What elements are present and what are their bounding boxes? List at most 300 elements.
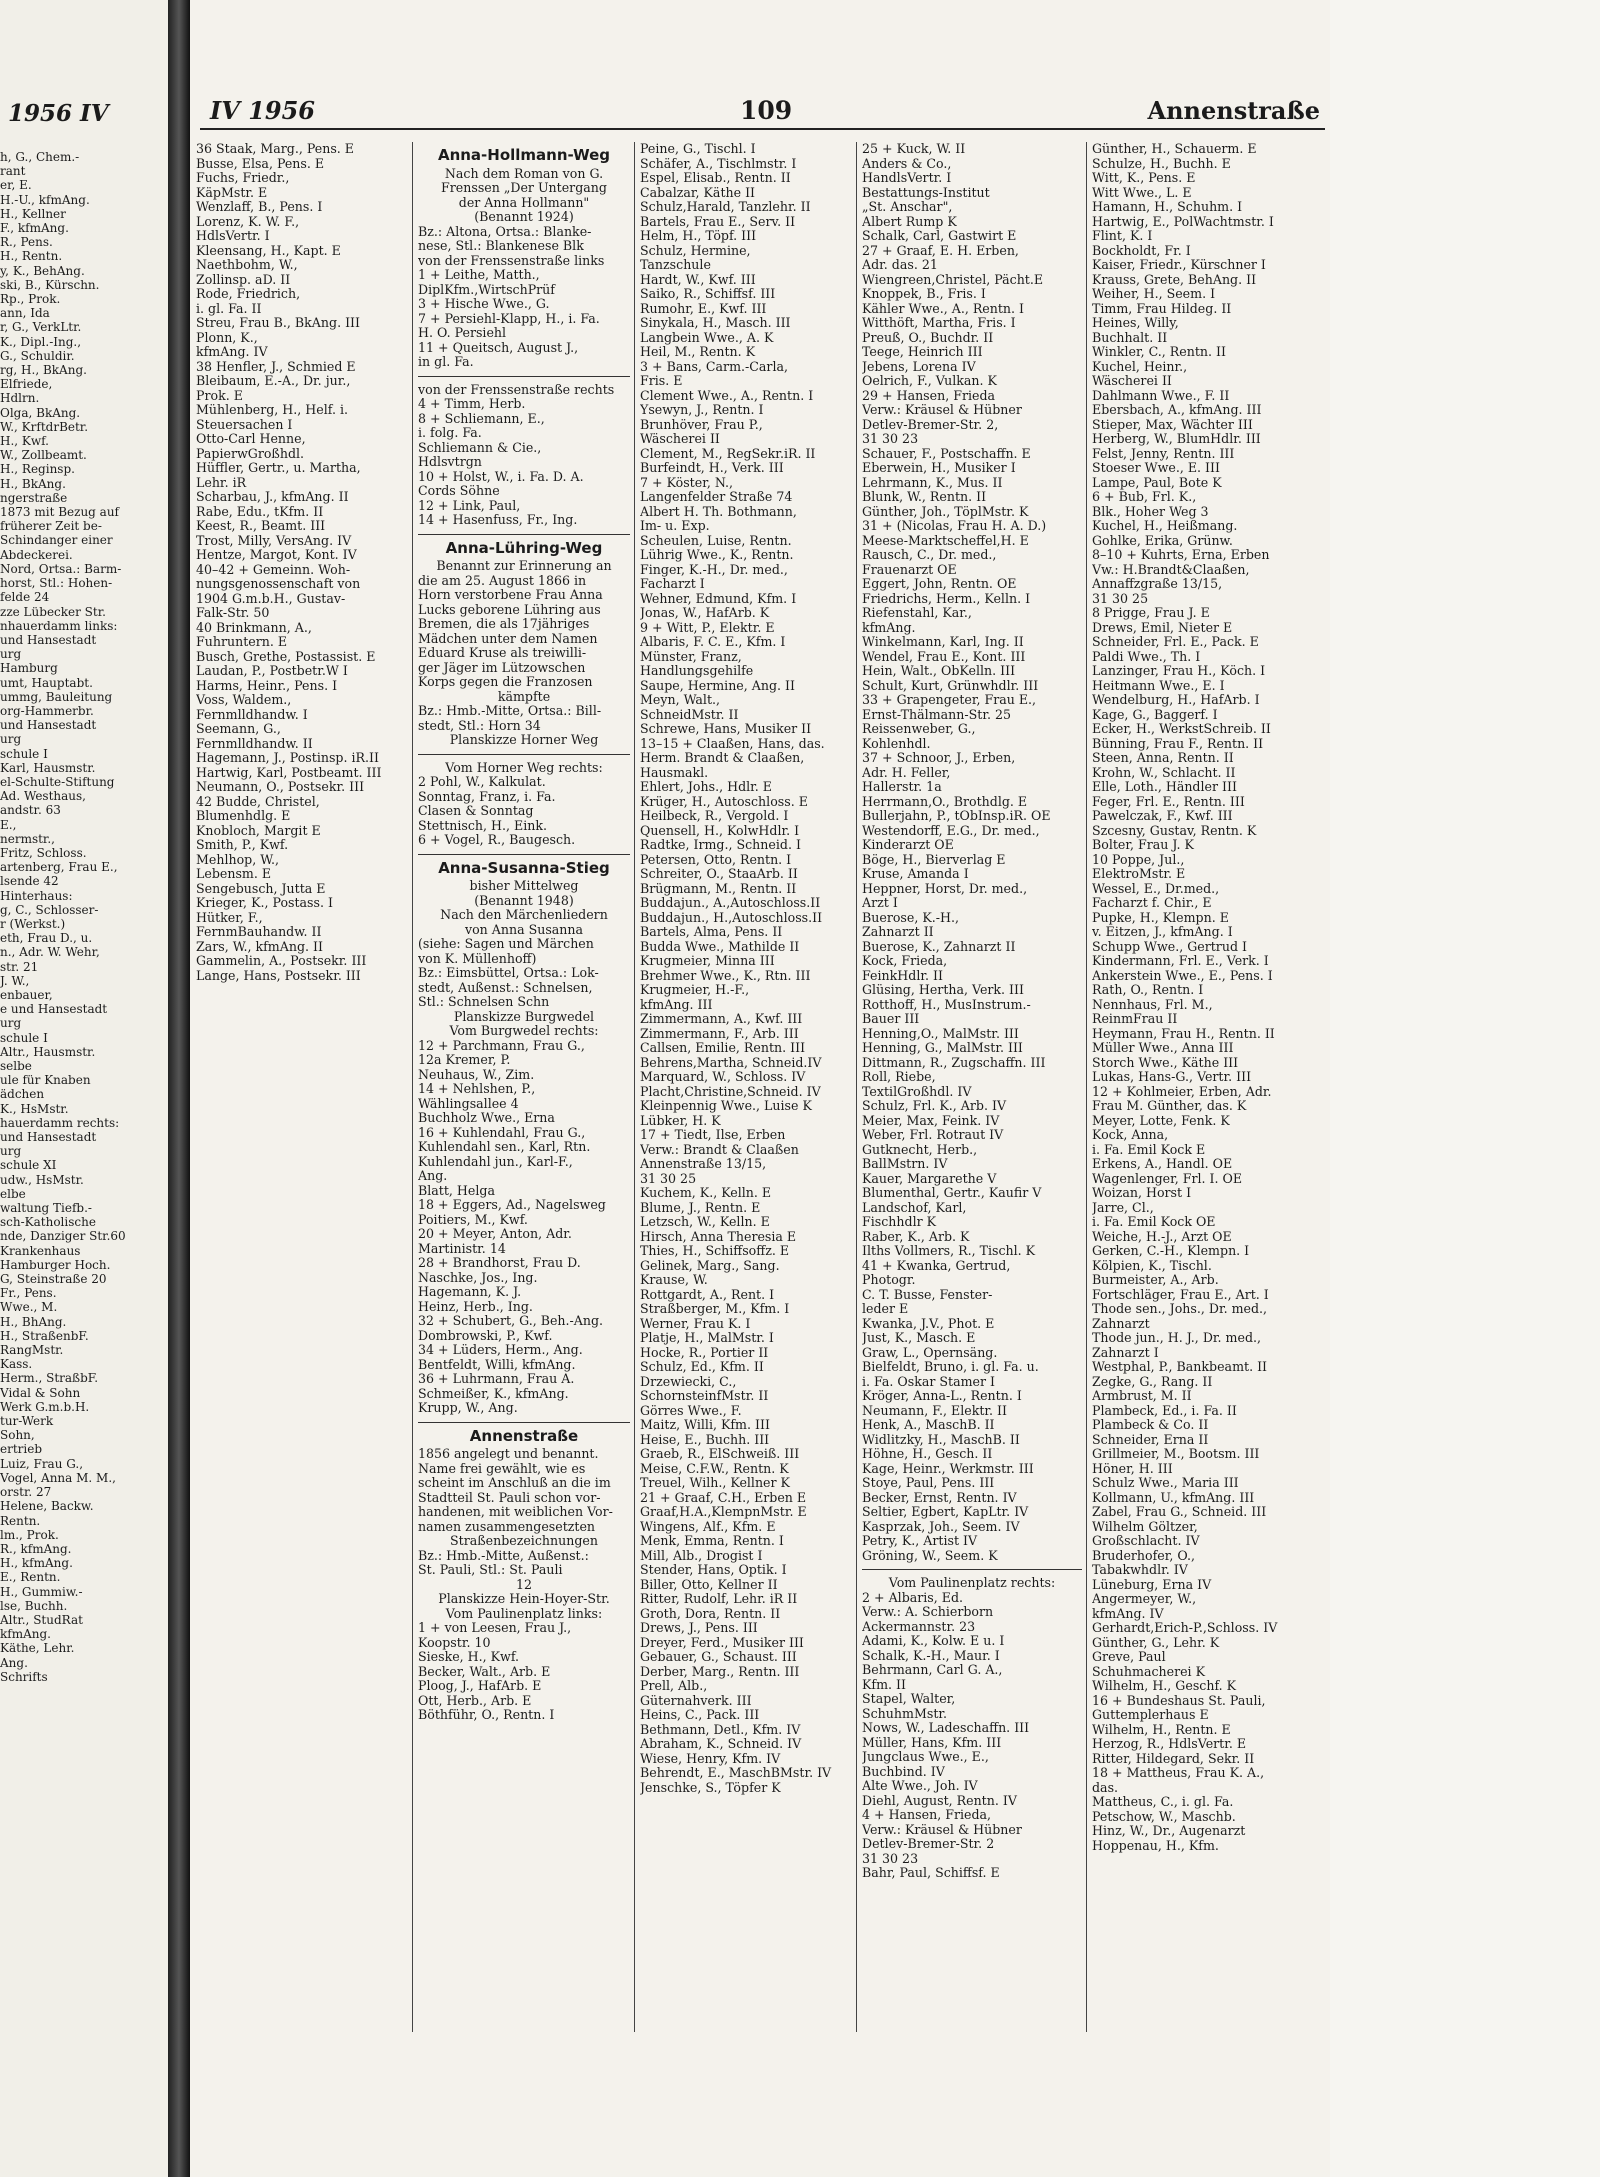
- directory-entry: Wehner, Edmund, Kfm. I: [640, 591, 797, 606]
- directory-entry: Fernmlldhandw. II: [196, 736, 313, 751]
- directory-entry: Bruderhofer, O.,: [1092, 1548, 1195, 1563]
- directory-entry: Steuersachen I: [196, 417, 293, 432]
- directory-entry: Schuhmacherei K: [1092, 1664, 1205, 1679]
- street-heading: Anna-Lühring-Weg: [445, 538, 603, 557]
- directory-entry: Plambeck, Ed., i. Fa. II: [1092, 1403, 1237, 1418]
- directory-entry: Marquard, W., Schloss. IV: [640, 1070, 806, 1084]
- previous-page-line: Hinterhaus:: [0, 888, 73, 903]
- directory-entry: Lüneburg, Erna IV: [1092, 1577, 1212, 1592]
- directory-entry: Hagemann, K. J.: [418, 1285, 522, 1299]
- directory-entry: Langbein Wwe., A. K: [640, 330, 774, 345]
- directory-entry: Zollinsp. aD. II: [196, 272, 291, 287]
- directory-entry: 9 + Witt, P., Elektr. E: [640, 620, 775, 635]
- directory-entry: 31 30 23: [862, 1851, 919, 1866]
- street-heading: Annenstraße: [469, 1426, 579, 1445]
- directory-entry: Rath, O., Rentn. I: [1092, 983, 1204, 997]
- directory-entry: Ploog, J., HafArb. E: [418, 1679, 542, 1693]
- directory-entry: Blunk, W., Rentn. II: [862, 490, 987, 504]
- directory-entry: Petry, K., Artist IV: [862, 1534, 978, 1548]
- directory-entry: Kölpien, K., Tischl.: [1092, 1258, 1212, 1273]
- directory-entry: Sieske, H., Kwf.: [418, 1650, 520, 1664]
- directory-entry: Radtke, Irmg., Schneid. I: [640, 838, 801, 852]
- directory-entry: Bz.: Hmb.-Mitte, Ortsa.: Bill-: [418, 704, 602, 718]
- directory-entry: Jenschke, S., Töpfer K: [640, 1780, 781, 1795]
- directory-entry: Schulze, H., Buchh. E: [1092, 156, 1231, 171]
- previous-page-line: tur-Werk: [0, 1414, 54, 1429]
- directory-entry: Arzt I: [862, 896, 898, 910]
- directory-entry: 1904 G.m.b.H., Gustav-: [196, 591, 346, 606]
- directory-entry: Storch Wwe., Käthe III: [1092, 1055, 1239, 1070]
- directory-entry: Kuchem, K., Kelln. E: [640, 1186, 772, 1200]
- column-5: [1092, 142, 1320, 2042]
- directory-entry: 36 Staak, Marg., Pens. E: [196, 142, 354, 156]
- previous-page-line: rg, H., BkAng.: [0, 363, 87, 378]
- directory-entry: Dahlmann Wwe., F. II: [1092, 388, 1230, 403]
- directory-entry: Stettnisch, H., Eink.: [418, 818, 547, 833]
- directory-entry: i. folg. Fa.: [418, 426, 482, 440]
- directory-entry: Becker, Ernst, Rentn. IV: [862, 1490, 1017, 1505]
- directory-entry: Espel, Elisab., Rentn. II: [640, 171, 791, 185]
- directory-entry: Straßberger, M., Kfm. I: [640, 1302, 790, 1316]
- page-header: [190, 96, 1320, 136]
- directory-entry: Blume, J., Rentn. E: [640, 1200, 761, 1215]
- directory-entry: Heilbeck, R., Vergold. I: [640, 809, 789, 823]
- directory-entry: Buerose, K., Zahnarzt II: [862, 939, 1016, 954]
- directory-entry: Heil, M., Rentn. K: [640, 345, 756, 359]
- centered-line: Vom Horner Weg rechts:: [445, 760, 603, 775]
- directory-entry: Ritter, Hildegard, Sekr. II: [1092, 1751, 1255, 1766]
- directory-entry: Hoppenau, H., Kfm.: [1092, 1838, 1219, 1853]
- directory-entry: Fortschläger, Frau E., Art. I: [1092, 1287, 1269, 1302]
- directory-entry: Höhne, H., Gesch. II: [862, 1447, 993, 1461]
- directory-entry: Ernst-Thälmann-Str. 25: [862, 707, 1011, 722]
- directory-entry: Hütker, F.,: [196, 910, 263, 925]
- directory-entry: Krugmeier, H.-F.,: [640, 983, 750, 997]
- directory-entry: Laudan, P., Postbetr.W I: [196, 664, 348, 678]
- directory-entry: Hartwig, Karl, Postbeamt. III: [196, 765, 382, 780]
- previous-page-line: sch-Katholische: [0, 1215, 96, 1230]
- directory-entry: nese, Stl.: Blankenese Blk: [418, 239, 584, 253]
- previous-page-line: felde 24: [0, 590, 50, 605]
- previous-page-line: urg: [0, 647, 22, 662]
- directory-entry: Rode, Friedrich,: [196, 287, 301, 301]
- previous-page-line: Elfriede,: [0, 377, 53, 392]
- directory-entry: Widlitzky, H., MaschB. II: [862, 1432, 1020, 1447]
- directory-entry: Jungclaus Wwe., E.,: [862, 1750, 989, 1764]
- directory-entry: Scheulen, Luise, Rentn.: [640, 533, 792, 548]
- directory-entry: Facharzt f. Chir., E: [1092, 896, 1212, 910]
- directory-entry: Großschlacht. IV: [1092, 1534, 1200, 1548]
- directory-entry: Dreyer, Ferd., Musiker III: [640, 1635, 804, 1650]
- directory-entry: Bentfeldt, Willi, kfmAng.: [418, 1357, 576, 1372]
- directory-entry: Meese-Marktscheffel,H. E: [862, 533, 1029, 548]
- previous-page-line: Luiz, Frau G.,: [0, 1456, 84, 1471]
- directory-entry: Kauer, Margarethe V: [862, 1171, 997, 1186]
- directory-entry: Helm, H., Töpf. III: [640, 229, 757, 243]
- directory-entry: Brügmann, M., Rentn. II: [640, 881, 797, 896]
- directory-entry: Ott, Herb., Arb. E: [418, 1693, 532, 1708]
- street-heading: Anna-Hollmann-Weg: [437, 146, 611, 164]
- directory-entry: Krauss, Grete, BehAng. II: [1092, 272, 1257, 287]
- directory-entry: St. Pauli, Stl.: St. Pauli: [418, 1563, 563, 1577]
- directory-entry: Wenzlaff, B., Pens. I: [196, 200, 323, 214]
- directory-entry: Albert Rump K: [862, 214, 957, 229]
- directory-entry: Ehlert, Johs., Hdlr. E: [640, 780, 772, 794]
- directory-entry: Guttemplerhaus E: [1092, 1708, 1209, 1722]
- directory-entry: 11 + Queitsch, August J.,: [418, 340, 579, 355]
- directory-entry: Facharzt I: [640, 577, 705, 591]
- directory-entry: Mädchen unter dem Namen: [418, 631, 598, 646]
- directory-entry: Detlev-Bremer-Str. 2,: [862, 417, 999, 432]
- directory-entry: Neumann, O., Postsekr. III: [196, 780, 365, 794]
- directory-entry: kfmAng. IV: [196, 345, 268, 359]
- directory-entry: Verw.: A. Schierborn: [862, 1605, 994, 1619]
- directory-entry: Steen, Anna, Rentn. II: [1092, 751, 1234, 765]
- directory-entry: Schult, Kurt, Grünwhdlr. III: [862, 678, 1039, 693]
- directory-entry: Stoye, Paul, Pens. III: [862, 1476, 995, 1490]
- directory-entry: Münster, Franz,: [640, 649, 742, 664]
- directory-entry: Schulz,Harald, Tanzlehr. II: [640, 200, 811, 214]
- directory-entry: Jonas, W., HafArb. K: [640, 606, 770, 620]
- directory-entry: kfmAng. IV: [1092, 1606, 1164, 1621]
- directory-entry: KäpMstr. E: [196, 185, 268, 200]
- directory-entry: Buerose, K.-H.,: [862, 910, 959, 925]
- previous-page-line: G., Schuldir.: [0, 348, 75, 363]
- directory-entry: kfmAng. III: [640, 997, 713, 1012]
- column-divider: [634, 142, 635, 2032]
- directory-entry: Felst, Jenny, Rentn. III: [1092, 446, 1235, 461]
- directory-entry: Smith, P., Kwf.: [196, 838, 289, 852]
- directory-entry: 20 + Meyer, Anton, Adr.: [418, 1227, 572, 1241]
- directory-entry: Bauer III: [862, 1012, 920, 1026]
- directory-entry: Langenfelder Straße 74: [640, 490, 793, 504]
- directory-entry: Tabakwhdlr. IV: [1092, 1563, 1188, 1577]
- directory-entry: Kaiser, Friedr., Kürschner I: [1092, 258, 1266, 272]
- column-divider: [856, 142, 857, 2032]
- directory-entry: Bestattungs-Institut: [862, 185, 990, 200]
- directory-entry: Brehmer Wwe., K., Rtn. III: [640, 968, 811, 983]
- directory-entry: 8 + Schliemann, E.,: [418, 411, 545, 426]
- previous-page-line: rant: [0, 164, 26, 179]
- book-gutter: [168, 0, 190, 2177]
- directory-entry: 6 + Vogel, R., Baugesch.: [418, 833, 576, 847]
- previous-page-line: ummg, Bauleitung: [0, 689, 113, 704]
- directory-entry: Gebauer, G., Schaust. III: [640, 1650, 797, 1664]
- previous-page-line: udw., HsMstr.: [0, 1172, 84, 1187]
- directory-entry: Krupp, W., Ang.: [418, 1401, 518, 1415]
- directory-entry: Lorenz, K. W. F.,: [196, 214, 300, 229]
- directory-entry: Graw, L., Opernsäng.: [862, 1345, 998, 1360]
- directory-entry: Krause, W.: [640, 1273, 708, 1287]
- directory-entry: Nennhaus, Frl. M.,: [1092, 997, 1213, 1012]
- directory-entry: 21 + Graaf, C.H., Erben E: [640, 1490, 807, 1505]
- directory-entry: Budda Wwe., Mathilde II: [640, 939, 800, 954]
- directory-entry: Nows, W., Ladeschaffn. III: [862, 1721, 1030, 1735]
- previous-page-line: E.,: [0, 817, 17, 832]
- directory-entry: Greve, Paul: [1092, 1650, 1166, 1664]
- directory-entry: Burmeister, A., Arb.: [1092, 1273, 1219, 1287]
- directory-entry: Verw.: Brandt & Claaßen: [640, 1142, 799, 1157]
- previous-page-line: ngerstraße: [0, 490, 68, 505]
- directory-entry: (siehe: Sagen und Märchen: [418, 937, 594, 951]
- directory-entry: Ackermannstr. 23: [862, 1619, 976, 1634]
- directory-entry: Verw.: Kräusel & Hübner: [862, 1822, 1022, 1837]
- previous-page-line: ertrieb: [0, 1442, 43, 1457]
- centered-line: 12: [515, 1577, 533, 1592]
- directory-entry: 40–42 + Gemeinn. Woh-: [196, 562, 351, 577]
- directory-entry: Kollmann, U., kfmAng. III: [1092, 1490, 1255, 1505]
- previous-page-line: R., Pens.: [0, 235, 53, 250]
- directory-entry: Hagemann, J., Postinsp. iR.II: [196, 751, 379, 765]
- directory-entry: Lehr. iR: [196, 475, 247, 490]
- column-4: [862, 142, 1082, 2042]
- previous-page-line: K., Dipl.-Ing.,: [0, 334, 82, 349]
- directory-entry: Martinistr. 14: [418, 1241, 506, 1256]
- directory-entry: Thies, H., Schiffsoffz. E: [640, 1244, 790, 1258]
- directory-entry: Fris. E: [640, 374, 683, 388]
- previous-page-line: nermstr.,: [0, 831, 55, 846]
- directory-entry: Rausch, C., Dr. med.,: [862, 548, 997, 562]
- directory-entry: 10 + Holst, W., i. Fa. D. A.: [418, 469, 584, 484]
- directory-entry: Wilhelm, H., Rentn. E: [1092, 1722, 1231, 1737]
- directory-entry: Falk-Str. 50: [196, 606, 270, 620]
- directory-entry: Zahnarzt II: [862, 925, 934, 939]
- directory-entry: Placht,Christine,Schneid. IV: [640, 1084, 821, 1099]
- directory-entry: Ankerstein Wwe., E., Pens. I: [1092, 968, 1273, 983]
- section-rule: [862, 1569, 1082, 1570]
- directory-entry: Stl.: Schnelsen Schn: [418, 995, 550, 1009]
- directory-entry: Hocke, R., Portier II: [640, 1345, 769, 1360]
- directory-entry: Scharbau, J., kfmAng. II: [196, 490, 349, 504]
- directory-entry: Streu, Frau B., BkAng. III: [196, 316, 361, 330]
- centered-line: Nach dem Roman von G.: [444, 166, 604, 181]
- previous-page-line: nde, Danziger Str.60: [0, 1229, 126, 1244]
- directory-entry: Frauenarzt OE: [862, 562, 957, 577]
- directory-entry: Kwanka, J.V., Phot. E: [862, 1316, 995, 1331]
- previous-page-fragment: [0, 0, 168, 2177]
- directory-entry: Kock, Anna,: [1092, 1128, 1169, 1142]
- directory-entry: Müller, Hans, Kfm. III: [862, 1735, 1002, 1750]
- directory-entry: Kinderarzt OE: [862, 838, 954, 852]
- directory-entry: Lübker, H. K: [640, 1113, 721, 1128]
- directory-entry: Henning,O., MalMstr. III: [862, 1026, 1019, 1041]
- directory-entry: „St. Anschar",: [862, 200, 953, 214]
- directory-entry: Glüsing, Hertha, Verk. III: [862, 983, 1024, 997]
- directory-entry: von der Frenssenstraße rechts: [418, 382, 615, 397]
- directory-entry: Bartels, Frau E., Serv. II: [640, 214, 796, 229]
- directory-entry: Blk., Hoher Weg 3: [1092, 504, 1209, 519]
- previous-page-line: Vidal & Sohn: [0, 1385, 81, 1400]
- directory-entry: Derber, Marg., Rentn. III: [640, 1664, 800, 1679]
- previous-page-line: Ang.: [0, 1655, 28, 1670]
- directory-entry: Oelrich, F., Vulkan. K: [862, 374, 997, 388]
- directory-entry: Neumann, F., Elektr. II: [862, 1403, 1008, 1418]
- directory-entry: 16 + Kuhlendahl, Frau G.,: [418, 1125, 586, 1140]
- directory-entry: Henk, A., MaschB. II: [862, 1418, 995, 1432]
- directory-entry: Müller Wwe., Anna III: [1092, 1041, 1234, 1055]
- directory-entry: Naschke, Jos., Ing.: [418, 1270, 538, 1285]
- header-rule: [200, 128, 1325, 130]
- previous-page-line: r, G., VerkLtr.: [0, 320, 82, 335]
- directory-entry: ger Jäger im Lützowschen: [418, 660, 586, 675]
- directory-entry: Meise, C.F.W., Rentn. K: [640, 1461, 789, 1476]
- directory-entry: 12 + Parchmann, Frau G.,: [418, 1038, 585, 1053]
- centered-line: von Anna Susanna: [464, 922, 584, 937]
- directory-entry: Diehl, August, Rentn. IV: [862, 1793, 1017, 1808]
- previous-page-line: H., Reginsp.: [0, 462, 75, 477]
- directory-entry: Wessel, E., Dr.med.,: [1092, 881, 1220, 896]
- previous-page-line: lm., Prok.: [0, 1527, 59, 1542]
- previous-page-line: K., HsMstr.: [0, 1101, 69, 1116]
- directory-entry: Winkelmann, Karl, Ing. II: [862, 635, 1024, 649]
- directory-entry: Armbrust, M. II: [1092, 1389, 1192, 1403]
- previous-page-line: g, C., Schlosser-: [0, 902, 99, 917]
- directory-entry: Stapel, Walter,: [862, 1692, 956, 1706]
- directory-entry: 8 Prigge, Frau J. E: [1092, 606, 1210, 620]
- directory-entry: Henning, G., MalMstr. III: [862, 1041, 1023, 1055]
- directory-entry: Kfm. II: [862, 1677, 906, 1692]
- centered-line: Planskizze Hein-Hoyer-Str.: [438, 1592, 610, 1606]
- centered-line: Planskizze Horner Weg: [449, 733, 599, 747]
- directory-entry: 36 + Luhrmann, Frau A.: [418, 1372, 575, 1386]
- directory-entry: Stadtteil St. Pauli schon vor-: [418, 1490, 601, 1505]
- directory-entry: Stieper, Max, Wächter III: [1092, 417, 1253, 432]
- directory-entry: Preuß, O., Buchdr. II: [862, 330, 994, 345]
- directory-entry: Otto-Carl Henne,: [196, 432, 306, 446]
- directory-entry: Behrendt, E., MaschBMstr. IV: [640, 1766, 832, 1780]
- directory-entry: i. gl. Fa. II: [196, 301, 262, 316]
- directory-entry: Rotthoff, H., MusInstrum.-: [862, 997, 1031, 1012]
- directory-entry: handenen, mit weiblichen Vor-: [418, 1505, 613, 1519]
- directory-entry: Lanzinger, Frau H., Köch. I: [1092, 664, 1266, 678]
- directory-entry: Brunhöver, Frau P.,: [640, 417, 763, 432]
- section-rule: [418, 854, 630, 855]
- directory-entry: 8–10 + Kuhrts, Erna, Erben: [1092, 548, 1270, 562]
- directory-entry: Erkens, A., Handl. OE: [1092, 1157, 1233, 1171]
- previous-page-line: h, G., Chem.-: [0, 150, 80, 164]
- page-header-left: IV 1956: [210, 96, 315, 125]
- directory-entry: Bielfeldt, Bruno, i. gl. Fa. u.: [862, 1360, 1039, 1374]
- previous-page-line: urg: [0, 1144, 22, 1159]
- directory-entry: H. O. Persiehl: [418, 326, 507, 340]
- centered-line: Straßenbezeichnungen: [450, 1534, 598, 1548]
- directory-entry: 4 + Timm, Herb.: [418, 397, 526, 411]
- directory-entry: Zahnarzt I: [1092, 1345, 1159, 1360]
- directory-entry: 14 + Nehlshen, P.,: [418, 1082, 536, 1096]
- directory-entry: Winkler, C., Rentn. II: [1092, 345, 1226, 359]
- centered-line: kämpfte: [497, 689, 551, 704]
- directory-entry: 40 Brinkmann, A.,: [196, 620, 312, 635]
- directory-entry: Bünning, Frau F., Rentn. II: [1092, 736, 1264, 751]
- directory-entry: Wäscherei II: [1092, 374, 1172, 388]
- directory-entry: Günther, H., Schauerm. E: [1092, 142, 1257, 156]
- directory-entry: Adami, K., Kolw. E u. I: [862, 1634, 1005, 1648]
- directory-entry: Paldi Wwe., Th. I: [1092, 649, 1201, 664]
- previous-page-line: Wwe., M.: [0, 1300, 58, 1315]
- directory-entry: Dombrowski, P., Kwf.: [418, 1328, 553, 1343]
- centered-line: der Anna Hollmann": [458, 195, 590, 210]
- previous-page-line: J. W.,: [0, 973, 30, 988]
- directory-entry: Prok. E: [196, 388, 243, 403]
- directory-entry: Becker, Walt., Arb. E: [418, 1664, 551, 1679]
- directory-entry: Plonn, K.,: [196, 330, 258, 345]
- directory-entry: Sengebusch, Jutta E: [196, 881, 326, 896]
- previous-page-line: Herm., StraßbF.: [0, 1371, 99, 1386]
- directory-entry: Lucks geborene Lühring aus: [418, 602, 601, 617]
- directory-entry: Blatt, Helga: [418, 1183, 495, 1198]
- directory-entry: Seemann, G.,: [196, 722, 281, 736]
- previous-page-line: Abdeckerei.: [0, 547, 73, 562]
- directory-entry: Gerhardt,Erich-P.,Schloss. IV: [1092, 1621, 1278, 1635]
- directory-entry: Heise, E., Buchh. III: [640, 1432, 770, 1447]
- directory-entry: Horn verstorbene Frau Anna: [418, 588, 603, 602]
- previous-page-line: 1873 mit Bezug auf: [0, 505, 119, 520]
- directory-entry: Thode sen., Johs., Dr. med.,: [1092, 1302, 1268, 1316]
- directory-entry: Voss, Waldem.,: [196, 693, 292, 707]
- directory-entry: Lange, Hans, Postsekr. III: [196, 968, 361, 983]
- directory-entry: Schalk, Carl, Gastwirt E: [862, 229, 1017, 243]
- directory-entry: Behrens,Martha, Schneid.IV: [640, 1055, 822, 1070]
- directory-entry: BallMstrn. IV: [862, 1157, 948, 1171]
- directory-entry: Bz.: Hmb.-Mitte, Außenst.:: [418, 1548, 589, 1563]
- directory-entry: Saiko, R., Schiffsf. III: [640, 287, 776, 301]
- directory-entry: Güternahverk. III: [640, 1693, 752, 1708]
- previous-page-line: Karl, Hausmstr.: [0, 760, 96, 775]
- directory-entry: 3 + Hische Wwe., G.: [418, 297, 550, 311]
- directory-entry: Kruse, Amanda I: [862, 867, 969, 881]
- directory-entry: 31 + (Nicolas, Frau H. A. D.): [862, 519, 1047, 533]
- directory-entry: Saupe, Hermine, Ang. II: [640, 678, 795, 693]
- directory-entry: Roll, Riebe,: [862, 1070, 936, 1084]
- previous-page-line: RangMstr.: [0, 1343, 64, 1358]
- previous-page-line: H., BkAng.: [0, 476, 66, 491]
- previous-page-line: Altr., Hausmstr.: [0, 1044, 96, 1059]
- directory-entry: Heppner, Horst, Dr. med.,: [862, 881, 1028, 896]
- directory-entry: Schulz Wwe., Maria III: [1092, 1476, 1239, 1490]
- directory-entry: Hdlsvtrgn: [418, 455, 482, 469]
- previous-page-line: Helene, Backw.: [0, 1499, 94, 1514]
- previous-page-line: kfmAng.: [0, 1627, 51, 1642]
- directory-entry: Clement Wwe., A., Rentn. I: [640, 388, 814, 403]
- directory-entry: Witt, K., Pens. E: [1092, 171, 1196, 185]
- directory-entry: Mattheus, C., i. gl. Fa.: [1092, 1795, 1234, 1809]
- page-margin: [1330, 0, 1600, 2177]
- directory-entry: Zabel, Frau G., Schneid. III: [1092, 1505, 1267, 1519]
- directory-entry: SchneidMstr. II: [640, 707, 739, 722]
- directory-entry: Wiese, Henry, Kfm. IV: [640, 1751, 781, 1766]
- directory-entry: Bz.: Altona, Ortsa.: Blanke-: [418, 224, 592, 239]
- directory-entry: 10 Poppe, Jul.,: [1092, 852, 1185, 867]
- previous-page-line: H., Kwf.: [0, 434, 49, 449]
- directory-entry: Hamann, H., Schuhm. I: [1092, 200, 1243, 214]
- directory-entry: Pupke, H., Klempn. E: [1092, 910, 1229, 925]
- directory-entry: Cabalzar, Käthe II: [640, 185, 756, 200]
- directory-entry: Sinykala, H., Masch. III: [640, 316, 791, 330]
- previous-page-line: und Hansestadt: [0, 632, 97, 647]
- directory-entry: Annenstraße 13/15,: [640, 1157, 767, 1171]
- directory-entry: 18 + Eggers, Ad., Nagelsweg: [418, 1198, 606, 1212]
- directory-entry: SchornsteinfMstr. II: [640, 1389, 769, 1403]
- directory-entry: 42 Budde, Christel,: [196, 794, 320, 809]
- directory-entry: Hirsch, Anna Theresia E: [640, 1229, 797, 1244]
- centered-line: (Benannt 1924): [474, 210, 574, 224]
- previous-page-line: schule I: [0, 1030, 48, 1045]
- directory-entry: Krohn, W., Schlacht. II: [1092, 765, 1236, 780]
- directory-entry: Elle, Loth., Händler III: [1092, 780, 1237, 794]
- directory-entry: Menk, Emma, Rentn. I: [640, 1534, 784, 1548]
- directory-entry: Bremen, die als 17jähriges: [418, 617, 590, 631]
- previous-page-line: n., Adr. W. Wehr,: [0, 945, 100, 960]
